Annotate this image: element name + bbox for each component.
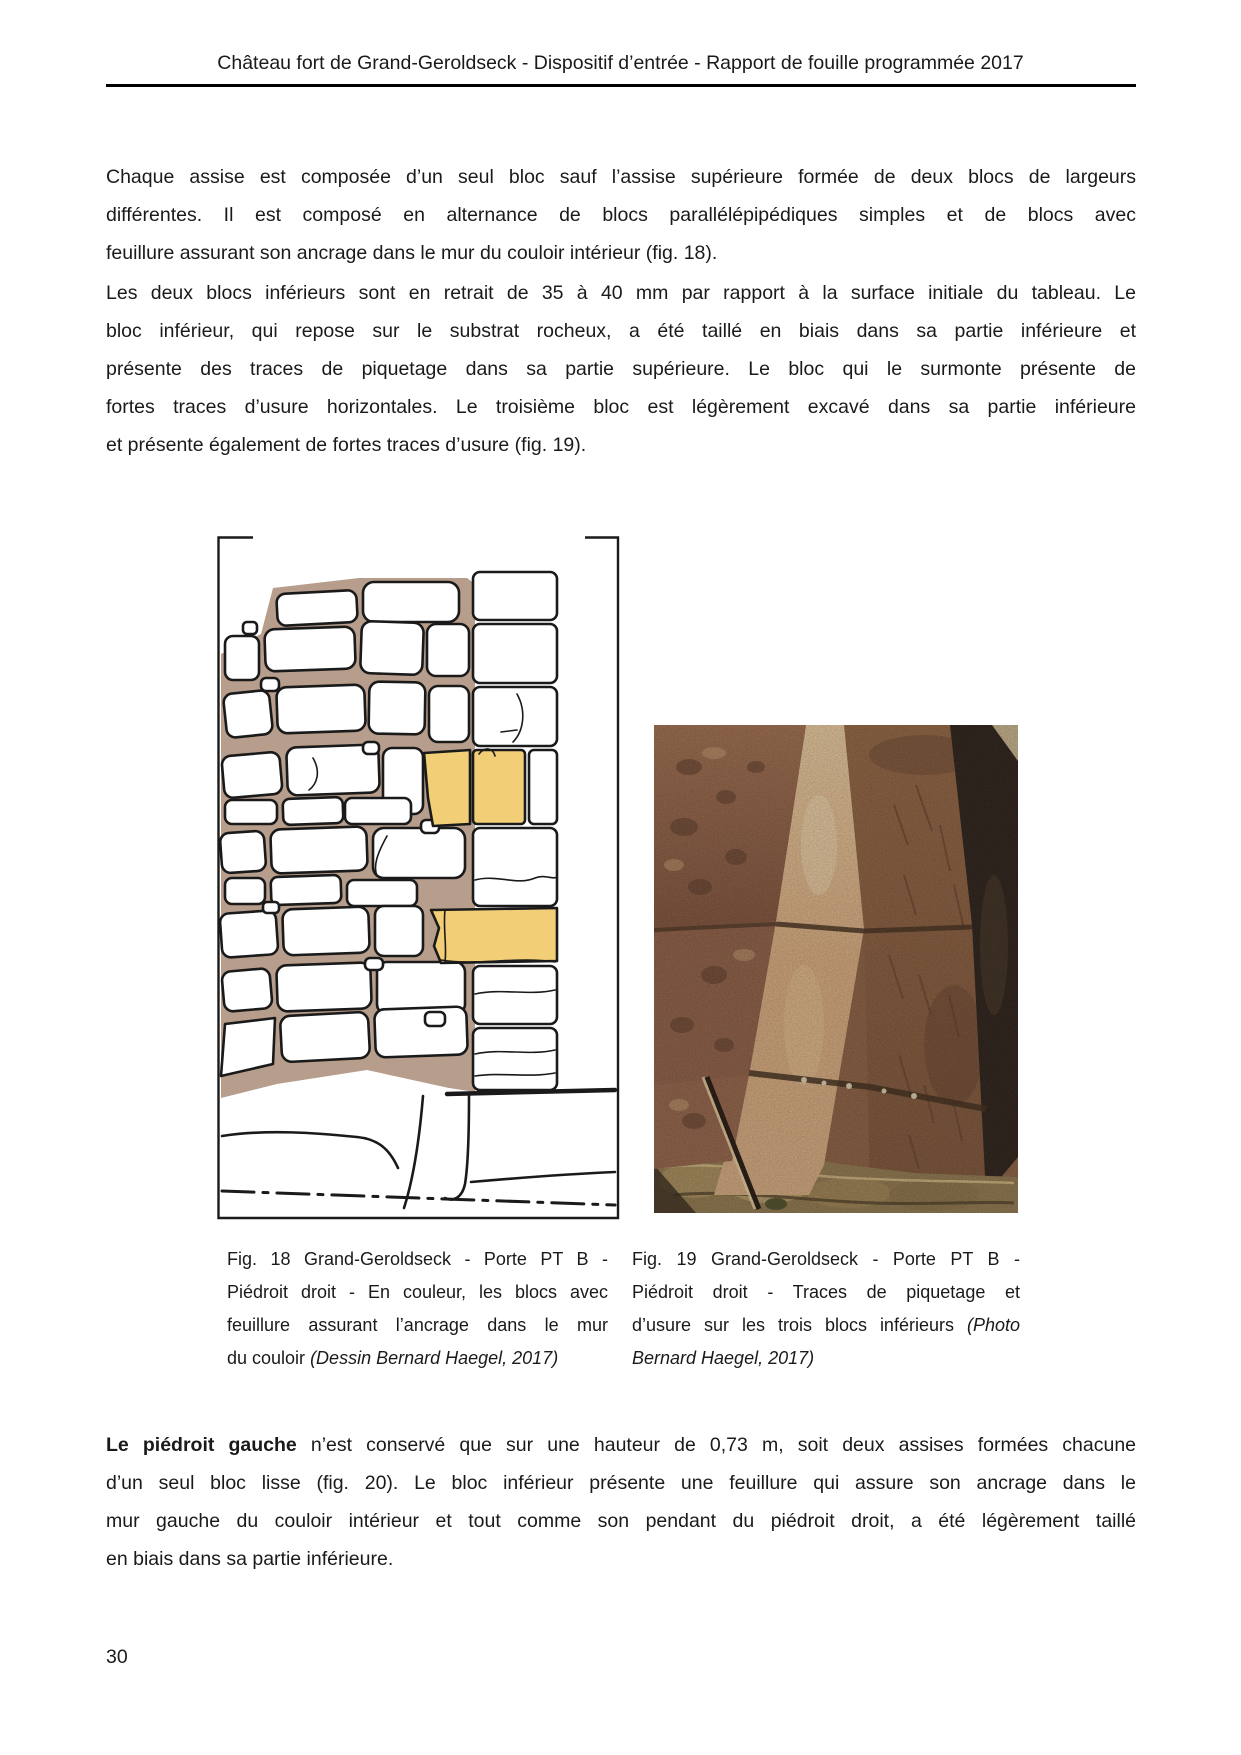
figure-19 bbox=[654, 725, 1018, 1213]
caption-line: du couloir (Dessin Bernard Haegel, 2017) bbox=[227, 1348, 559, 1368]
text-line: Les deux blocs inférieurs sont en retrait de 35 à 40 mm par rapport à la surface initiale du tableau. Le bbox=[106, 282, 1136, 304]
text-line: bloc inférieur, qui repose sur le substrat rocheux, a été taillé en biais dans sa partie inférieure et bbox=[106, 320, 1136, 342]
caption-line: Bernard Haegel, 2017) bbox=[632, 1348, 815, 1368]
paragraph-3 bbox=[106, 1426, 1136, 1578]
caption-line: feuillure assurant l’ancrage dans le mur bbox=[227, 1315, 608, 1335]
fig18-masonry-drawing bbox=[217, 536, 620, 1220]
text-line: d’un seul bloc lisse (fig. 20). Le bloc inférieur présente une feuillure qui assure son ancrage dans le bbox=[106, 1472, 1136, 1494]
text-line: en biais dans sa partie inférieure. bbox=[106, 1548, 394, 1570]
caption-line: Fig. 18 Grand-Geroldseck - Porte PT B - bbox=[227, 1249, 608, 1269]
fig19-caption bbox=[632, 1243, 1020, 1375]
figure-18 bbox=[217, 536, 620, 1220]
text-line: et présente également de fortes traces d’usure (fig. 19). bbox=[106, 434, 587, 456]
text-line: feuillure assurant son ancrage dans le mur du couloir intérieur (fig. 18). bbox=[106, 242, 718, 264]
header-rule bbox=[106, 84, 1136, 87]
paragraph-2 bbox=[106, 274, 1136, 464]
fig19-stone-photo bbox=[654, 725, 1018, 1213]
text-line: Chaque assise est composée d’un seul bloc sauf l’assise supérieure formée de deux blocs de largeurs bbox=[106, 166, 1136, 188]
page-number: 30 bbox=[106, 1646, 128, 1668]
caption-line: Fig. 19 Grand-Geroldseck - Porte PT B - bbox=[632, 1249, 1020, 1269]
fig18-caption bbox=[227, 1243, 608, 1375]
text-line: mur gauche du couloir intérieur et tout comme son pendant du piédroit droit, a été légèrement taillé bbox=[106, 1510, 1136, 1532]
page-header-title: Château fort de Grand-Geroldseck - Dispositif d’entrée - Rapport de fouille programmée 2017 bbox=[217, 52, 1024, 74]
text-line: Le piédroit gauche n’est conservé que sur une hauteur de 0,73 m, soit deux assises formées chacune bbox=[106, 1434, 1137, 1456]
paragraph-3-lead: Le piédroit gauche bbox=[106, 1434, 297, 1456]
caption-line: Piédroit droit - En couleur, les blocs avec bbox=[227, 1282, 608, 1302]
caption-line: Piédroit droit - Traces de piquetage et bbox=[632, 1282, 1020, 1302]
text-line: fortes traces d’usure horizontales. Le troisième bloc est légèrement excavé dans sa partie inférieure bbox=[106, 396, 1136, 418]
paragraph-1 bbox=[106, 158, 1136, 272]
caption-line: d’usure sur les trois blocs inférieurs (Photo bbox=[632, 1315, 1020, 1335]
text-line: différentes. Il est composé en alternance de blocs parallélépipédiques simples et de blocs avec bbox=[106, 204, 1136, 226]
text-line: présente des traces de piquetage dans sa partie supérieure. Le bloc qui le surmonte présente de bbox=[106, 358, 1136, 380]
